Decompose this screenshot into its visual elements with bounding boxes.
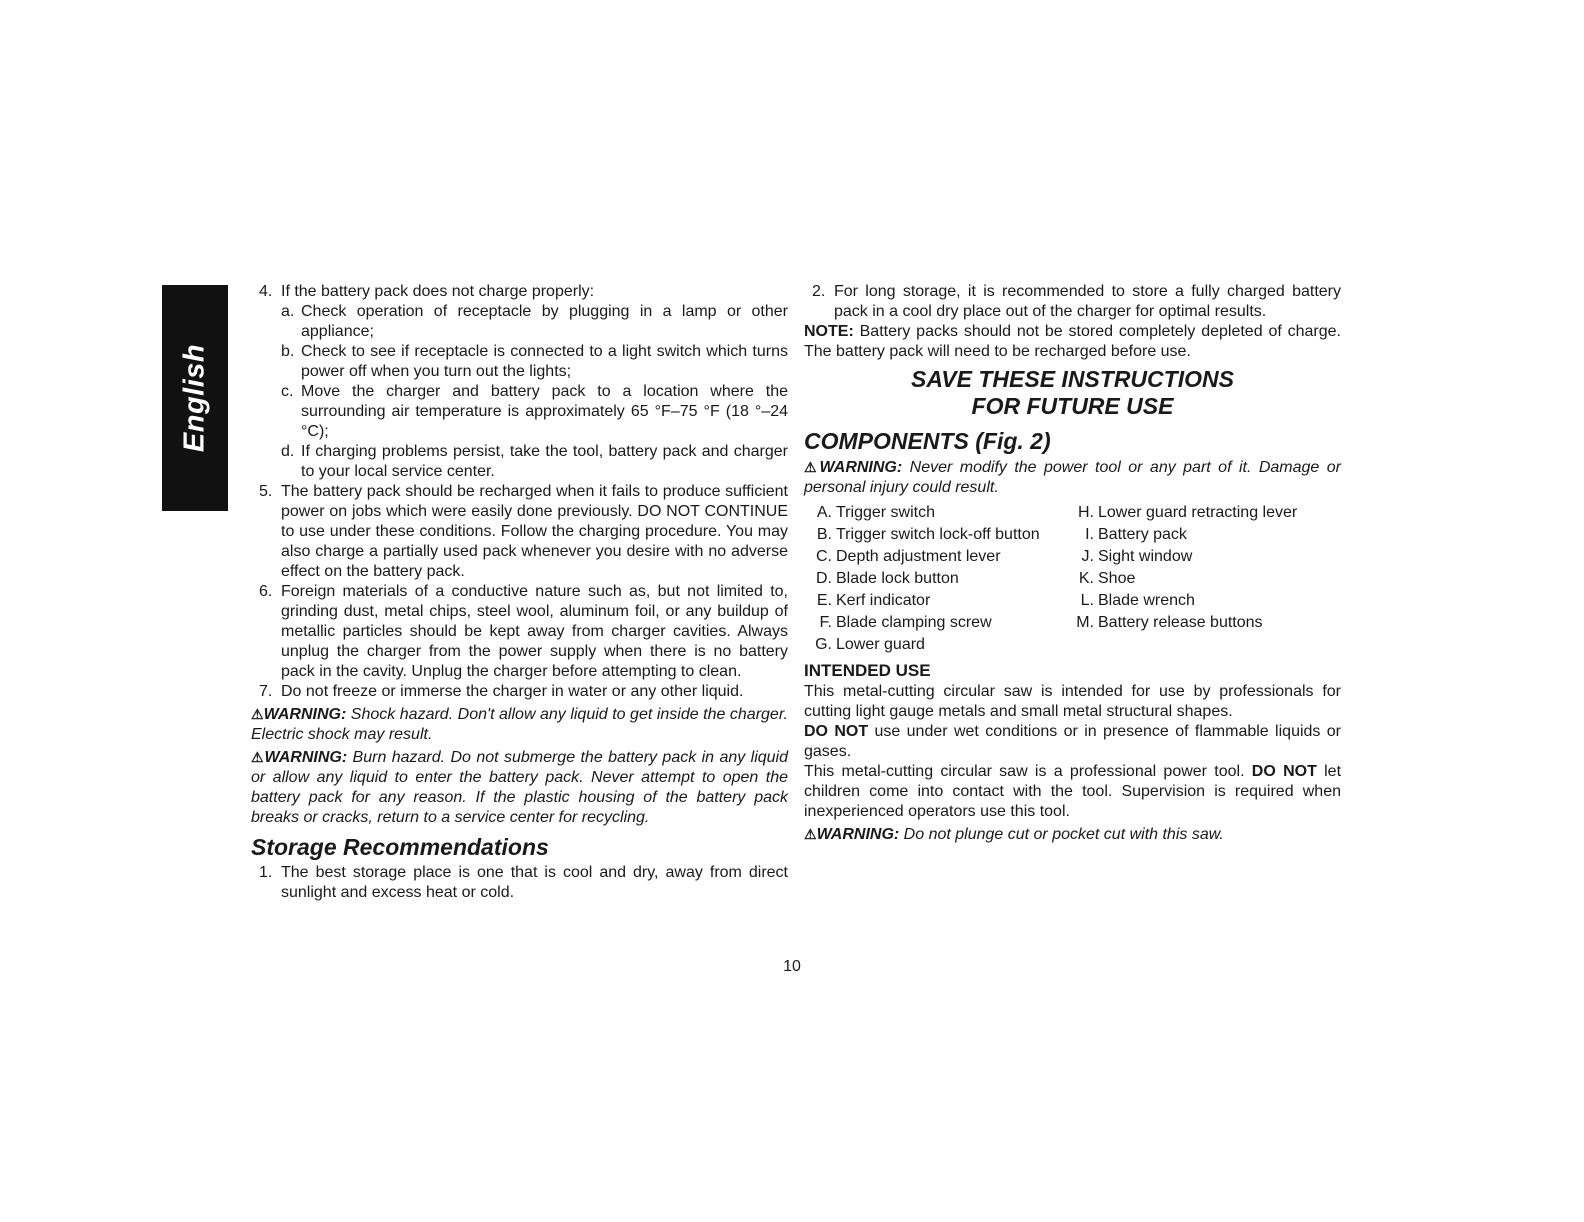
list-item: 7. Do not freeze or immerse the charger in water or any other liquid. xyxy=(259,683,744,700)
list-item: a. Check operation of receptacle by plugging in a lamp or other appliance; xyxy=(281,303,788,340)
warning-triangle-icon: ⚠ xyxy=(251,749,265,765)
list-item: 1. The best storage place is one that is cool and dry, away from direct sunlight and excess heat or cold. xyxy=(259,864,788,901)
note-paragraph: NOTE: Battery packs should not be stored completely depleted of charge. The battery pack will need to be recharged before use. xyxy=(804,323,1341,360)
right-column xyxy=(804,282,1341,845)
left-column xyxy=(251,282,788,903)
components-column-1 xyxy=(812,502,1074,656)
component-item: H. Lower guard retracting lever xyxy=(1078,504,1298,521)
intended-use-heading: INTENDED USE xyxy=(804,661,931,680)
page-number: 10 xyxy=(783,958,801,975)
list-item: c. Move the charger and battery pack to a location where the surrounding air temperature is approximately 65 °F–75 °F (18 °–24 °C); xyxy=(281,383,788,440)
components-heading: COMPONENTS (Fig. 2) xyxy=(804,428,1051,454)
component-item: C. Depth adjustment lever xyxy=(816,548,1001,565)
warning-modify: ⚠WARNING: Never modify the power tool or any part of it. Damage or personal injury could result. xyxy=(804,459,1341,496)
component-item: K. Shoe xyxy=(1078,570,1136,587)
save-instructions-heading: SAVE THESE INSTRUCTIONS FOR FUTURE USE xyxy=(911,366,1234,419)
component-item: J. Sight window xyxy=(1081,548,1193,565)
components-list xyxy=(812,502,1341,656)
intended-use-paragraph: This metal-cutting circular saw is a professional power tool. DO NOT let children come into contact with the tool. Supervision is required when inexperienced operators use this tool. xyxy=(804,763,1342,820)
list-item: d. If charging problems persist, take the tool, battery pack and charger to your local service center. xyxy=(281,443,788,480)
warning-shock: ⚠WARNING: Shock hazard. Don't allow any liquid to get inside the charger. Electric shock may result. xyxy=(251,706,788,743)
component-item: G. Lower guard xyxy=(815,636,925,653)
component-item: I. Battery pack xyxy=(1085,526,1187,543)
warning-triangle-icon: ⚠ xyxy=(251,706,264,722)
intended-use-paragraph: DO NOT use under wet conditions or in presence of flammable liquids or gases. xyxy=(804,723,1342,760)
storage-heading: Storage Recommendations xyxy=(251,834,549,860)
warning-burn: ⚠WARNING: Burn hazard. Do not submerge the battery pack in any liquid or allow any liquid to enter the battery pack. Never attempt to open the battery pack for any reason. If the plastic housing of the battery pack breaks or cracks, return to a service center for recycling. xyxy=(251,749,788,826)
component-item: F. Blade clamping screw xyxy=(819,614,992,631)
component-item: E. Kerf indicator xyxy=(816,592,931,609)
components-column-2 xyxy=(1074,502,1297,656)
warning-plunge-cut: ⚠WARNING: Do not plunge cut or pocket cut with this saw. xyxy=(804,826,1224,843)
component-item: D. Blade lock button xyxy=(816,570,959,587)
language-tab-label: English xyxy=(178,343,211,453)
component-item: M. Battery release buttons xyxy=(1076,614,1263,631)
list-item: 4. If the battery pack does not charge properly: xyxy=(259,283,595,300)
intended-use-paragraph: This metal-cutting circular saw is intended for use by professionals for cutting light gauge metals and small metal structural shapes. xyxy=(804,683,1341,720)
component-item: A. Trigger switch xyxy=(816,504,935,521)
list-item: 2. For long storage, it is recommended to store a fully charged battery pack in a cool dry place out of the charger for optimal results. xyxy=(812,283,1341,320)
language-tab xyxy=(162,285,228,511)
component-item: L. Blade wrench xyxy=(1080,592,1195,609)
warning-triangle-icon: ⚠ xyxy=(804,459,820,475)
component-item: B. Trigger switch lock-off button xyxy=(816,526,1040,543)
list-item: b. Check to see if receptacle is connected to a light switch which turns power off when you turn out the lights; xyxy=(281,343,788,380)
list-item: 6. Foreign materials of a conductive nature such as, but not limited to, grinding dust, metal chips, steel wool, aluminum foil, or any buildup of metallic particles should be kept away from charger cavities. Always unplug the charger from the power supply when there is no battery pack in the cavity. Unplug the charger before attempting to clean. xyxy=(259,583,788,680)
list-item: 5. The battery pack should be recharged when it fails to produce sufficient power on jobs which were easily done previously. DO NOT CONTINUE to use under these conditions. Follow the charging procedure. You may also charge a partially used pack whenever you desire with no adverse effect on the battery pack. xyxy=(259,483,788,580)
warning-triangle-icon: ⚠ xyxy=(804,826,817,842)
